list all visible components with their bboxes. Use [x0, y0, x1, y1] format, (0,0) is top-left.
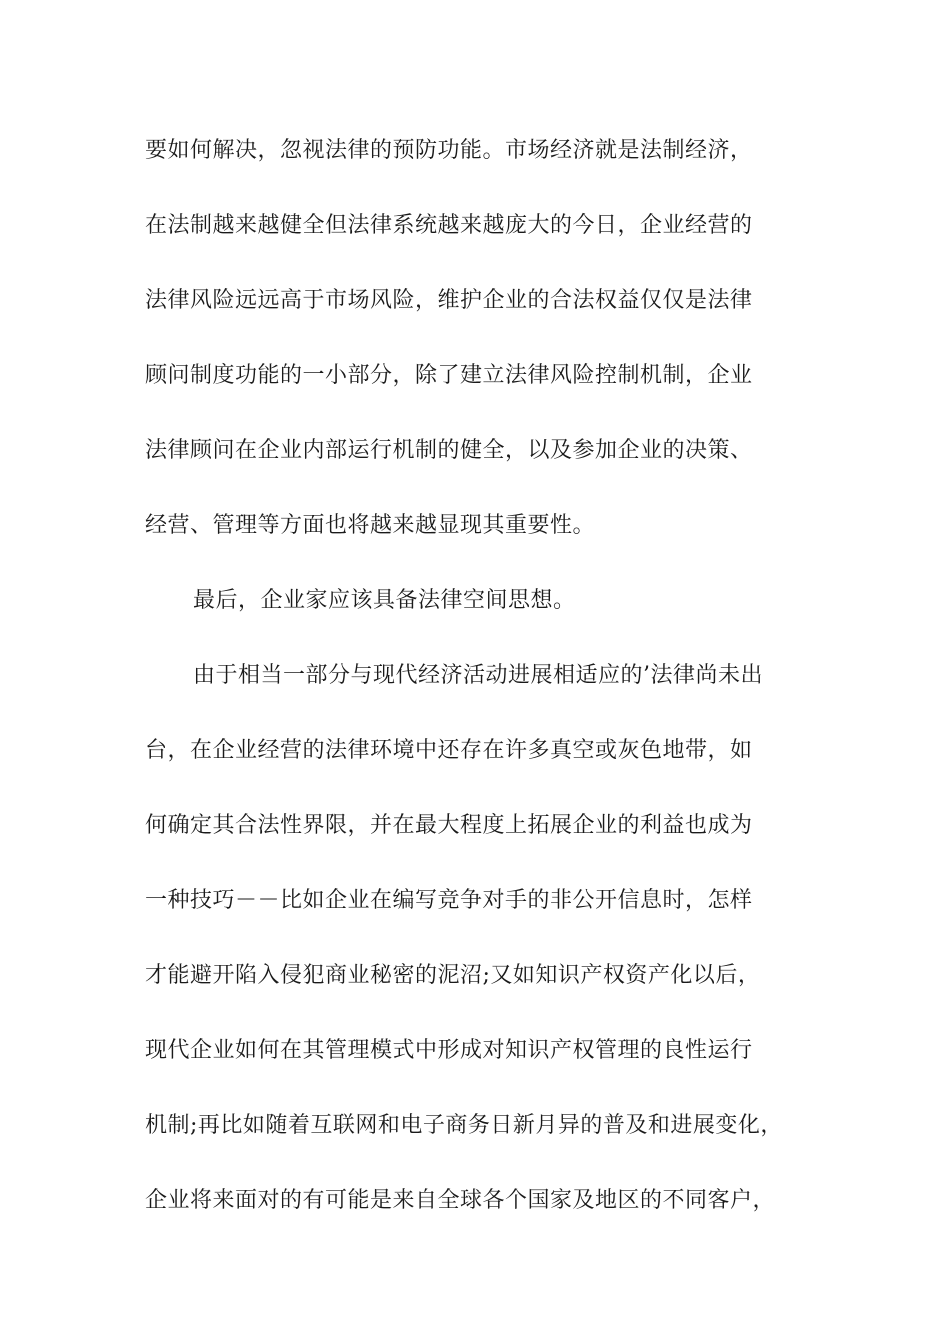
text-line: 一种技巧－－比如企业在编写竞争对手的非公开信息时，怎样 [145, 888, 753, 913]
paragraph-first-line: 最后，企业家应该具备法律空间思想。 [193, 588, 576, 613]
paragraph-first-line: 由于相当一部分与现代经济活动进展相适应的’法律尚未出 [193, 663, 763, 688]
text-line: 台，在企业经营的法律环境中还存在许多真空或灰色地带，如 [145, 738, 753, 763]
text-line: 现代企业如何在其管理模式中形成对知识产权管理的良性运行 [145, 1038, 753, 1063]
text-line: 要如何解决，忽视法律的预防功能。市场经济就是法制经济， [145, 138, 753, 163]
text-line: 顾问制度功能的一小部分，除了建立法律风险控制机制，企业 [145, 363, 753, 388]
text-line: 在法制越来越健全但法律系统越来越庞大的今日，企业经营的 [145, 213, 753, 238]
text-line: 才能避开陷入侵犯商业秘密的泥沼;又如知识产权资产化以后， [145, 963, 761, 988]
text-line: 法律风险远远高于市场风险，维护企业的合法权益仅仅是法律 [145, 288, 753, 313]
text-line: 经营、管理等方面也将越来越显现其重要性。 [145, 513, 596, 538]
text-line: 法律顾问在企业内部运行机制的健全，以及参加企业的决策、 [145, 438, 753, 463]
text-line: 何确定其合法性界限，并在最大程度上拓展企业的利益也成为 [145, 813, 753, 838]
text-line: 机制;再比如随着互联网和电子商务日新月异的普及和进展变化， [145, 1113, 783, 1138]
text-line: 企业将来面对的有可能是来自全球各个国家及地区的不同客户， [145, 1188, 776, 1213]
